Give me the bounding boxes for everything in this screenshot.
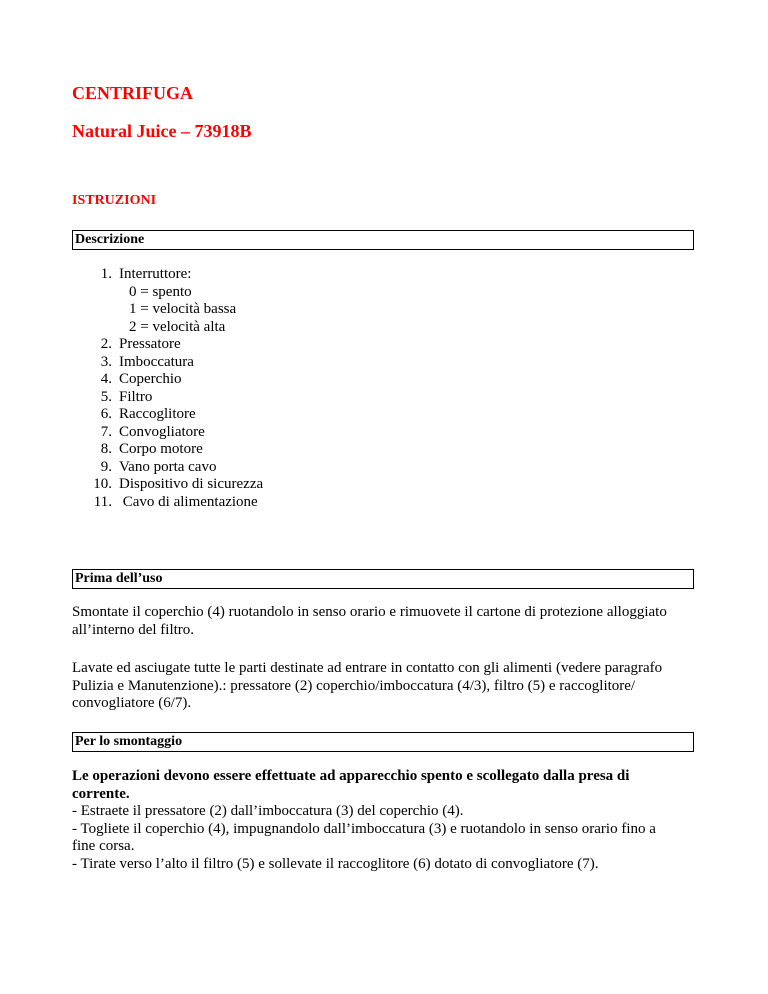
list-item [72,266,263,336]
text-line: all’interno del filtro. [72,621,195,638]
list-item-label: Cavo di alimentazione [119,493,258,510]
product-category-title: CENTRIFUGA [72,83,194,103]
list-item-number: 7. [100,423,112,440]
text-line: Pulizia e Manutenzione).: pressatore (2) coperchio/imboccatura (4/3), filtro (5) e raccoglitore/ [72,677,636,694]
prima-uso-paragraph-2 [72,660,696,713]
smontaggio-heading: Per lo smontaggio [72,732,694,752]
text-line: Smontate il coperchio (4) ruotandolo in senso orario e rimuovete il cartone di protezione alloggiato [72,604,667,620]
list-item-number: 4. [100,371,112,387]
list-item [72,441,263,459]
text-line: - Togliete il coperchio (4), impugnandolo dall’imboccatura (3) e ruotandolo in senso orario fino a [72,820,656,837]
list-item-label: Coperchio [119,371,182,387]
list-item-number: 8. [100,441,112,457]
list-item [72,476,263,494]
instructions-heading: ISTRUZIONI [72,193,157,208]
text-line: convogliatore (6/7). [72,695,192,711]
list-item-label: Filtro [119,388,153,405]
list-item [72,494,263,512]
list-item-number: 5. [100,388,112,405]
list-item [72,459,263,477]
warning-line: corrente. [72,785,130,802]
descrizione-heading: Descrizione [72,230,694,250]
list-item [72,424,263,442]
list-item-label: Imboccatura [119,353,194,370]
list-item-number: 11. [93,493,112,510]
list-item-number: 10. [93,476,112,492]
list-item-number: 9. [100,458,112,475]
smontaggio-paragraph [72,768,696,873]
text-line: - Estraete il pressatore (2) dall’imboccatura (3) del coperchio (4). [72,803,464,819]
list-item [72,354,263,372]
switch-setting-high: 2 = velocità alta [129,318,226,335]
list-item-label: Dispositivo di sicurezza [119,476,264,492]
list-item [72,389,263,407]
switch-setting-low: 1 = velocità bassa [129,301,237,317]
list-item-number: 3. [100,353,112,370]
list-item-number: 6. [100,406,112,422]
list-item-label: Corpo motore [119,441,203,457]
list-item-label: Raccoglitore [119,406,196,422]
parts-list [72,266,263,511]
list-item [72,371,263,389]
warning-line: Le operazioni devono essere effettuate ad apparecchio spento e scollegato dalla presa di [72,768,630,784]
list-item-number: 2. [100,336,112,352]
list-item [72,336,263,354]
list-item-label: Pressatore [119,336,181,352]
list-item-label: Interruttore: [119,266,192,282]
prima-uso-heading: Prima dell’uso [72,569,694,589]
product-model-title: Natural Juice – 73918B [72,121,252,141]
list-item-number: 1. [100,266,112,282]
list-item [72,406,263,424]
list-item-label: Convogliatore [119,423,205,440]
prima-uso-paragraph-1 [72,604,696,639]
text-line: Lavate ed asciugate tutte le parti destinate ad entrare in contatto con gli alimenti (vedere paragrafo [72,660,663,676]
switch-setting-off: 0 = spento [129,283,192,300]
text-line: fine corsa. [72,838,135,854]
text-line: - Tirate verso l’alto il filtro (5) e sollevate il raccoglitore (6) dotato di convogliatore (7). [72,855,599,872]
list-item-label: Vano porta cavo [119,458,217,475]
